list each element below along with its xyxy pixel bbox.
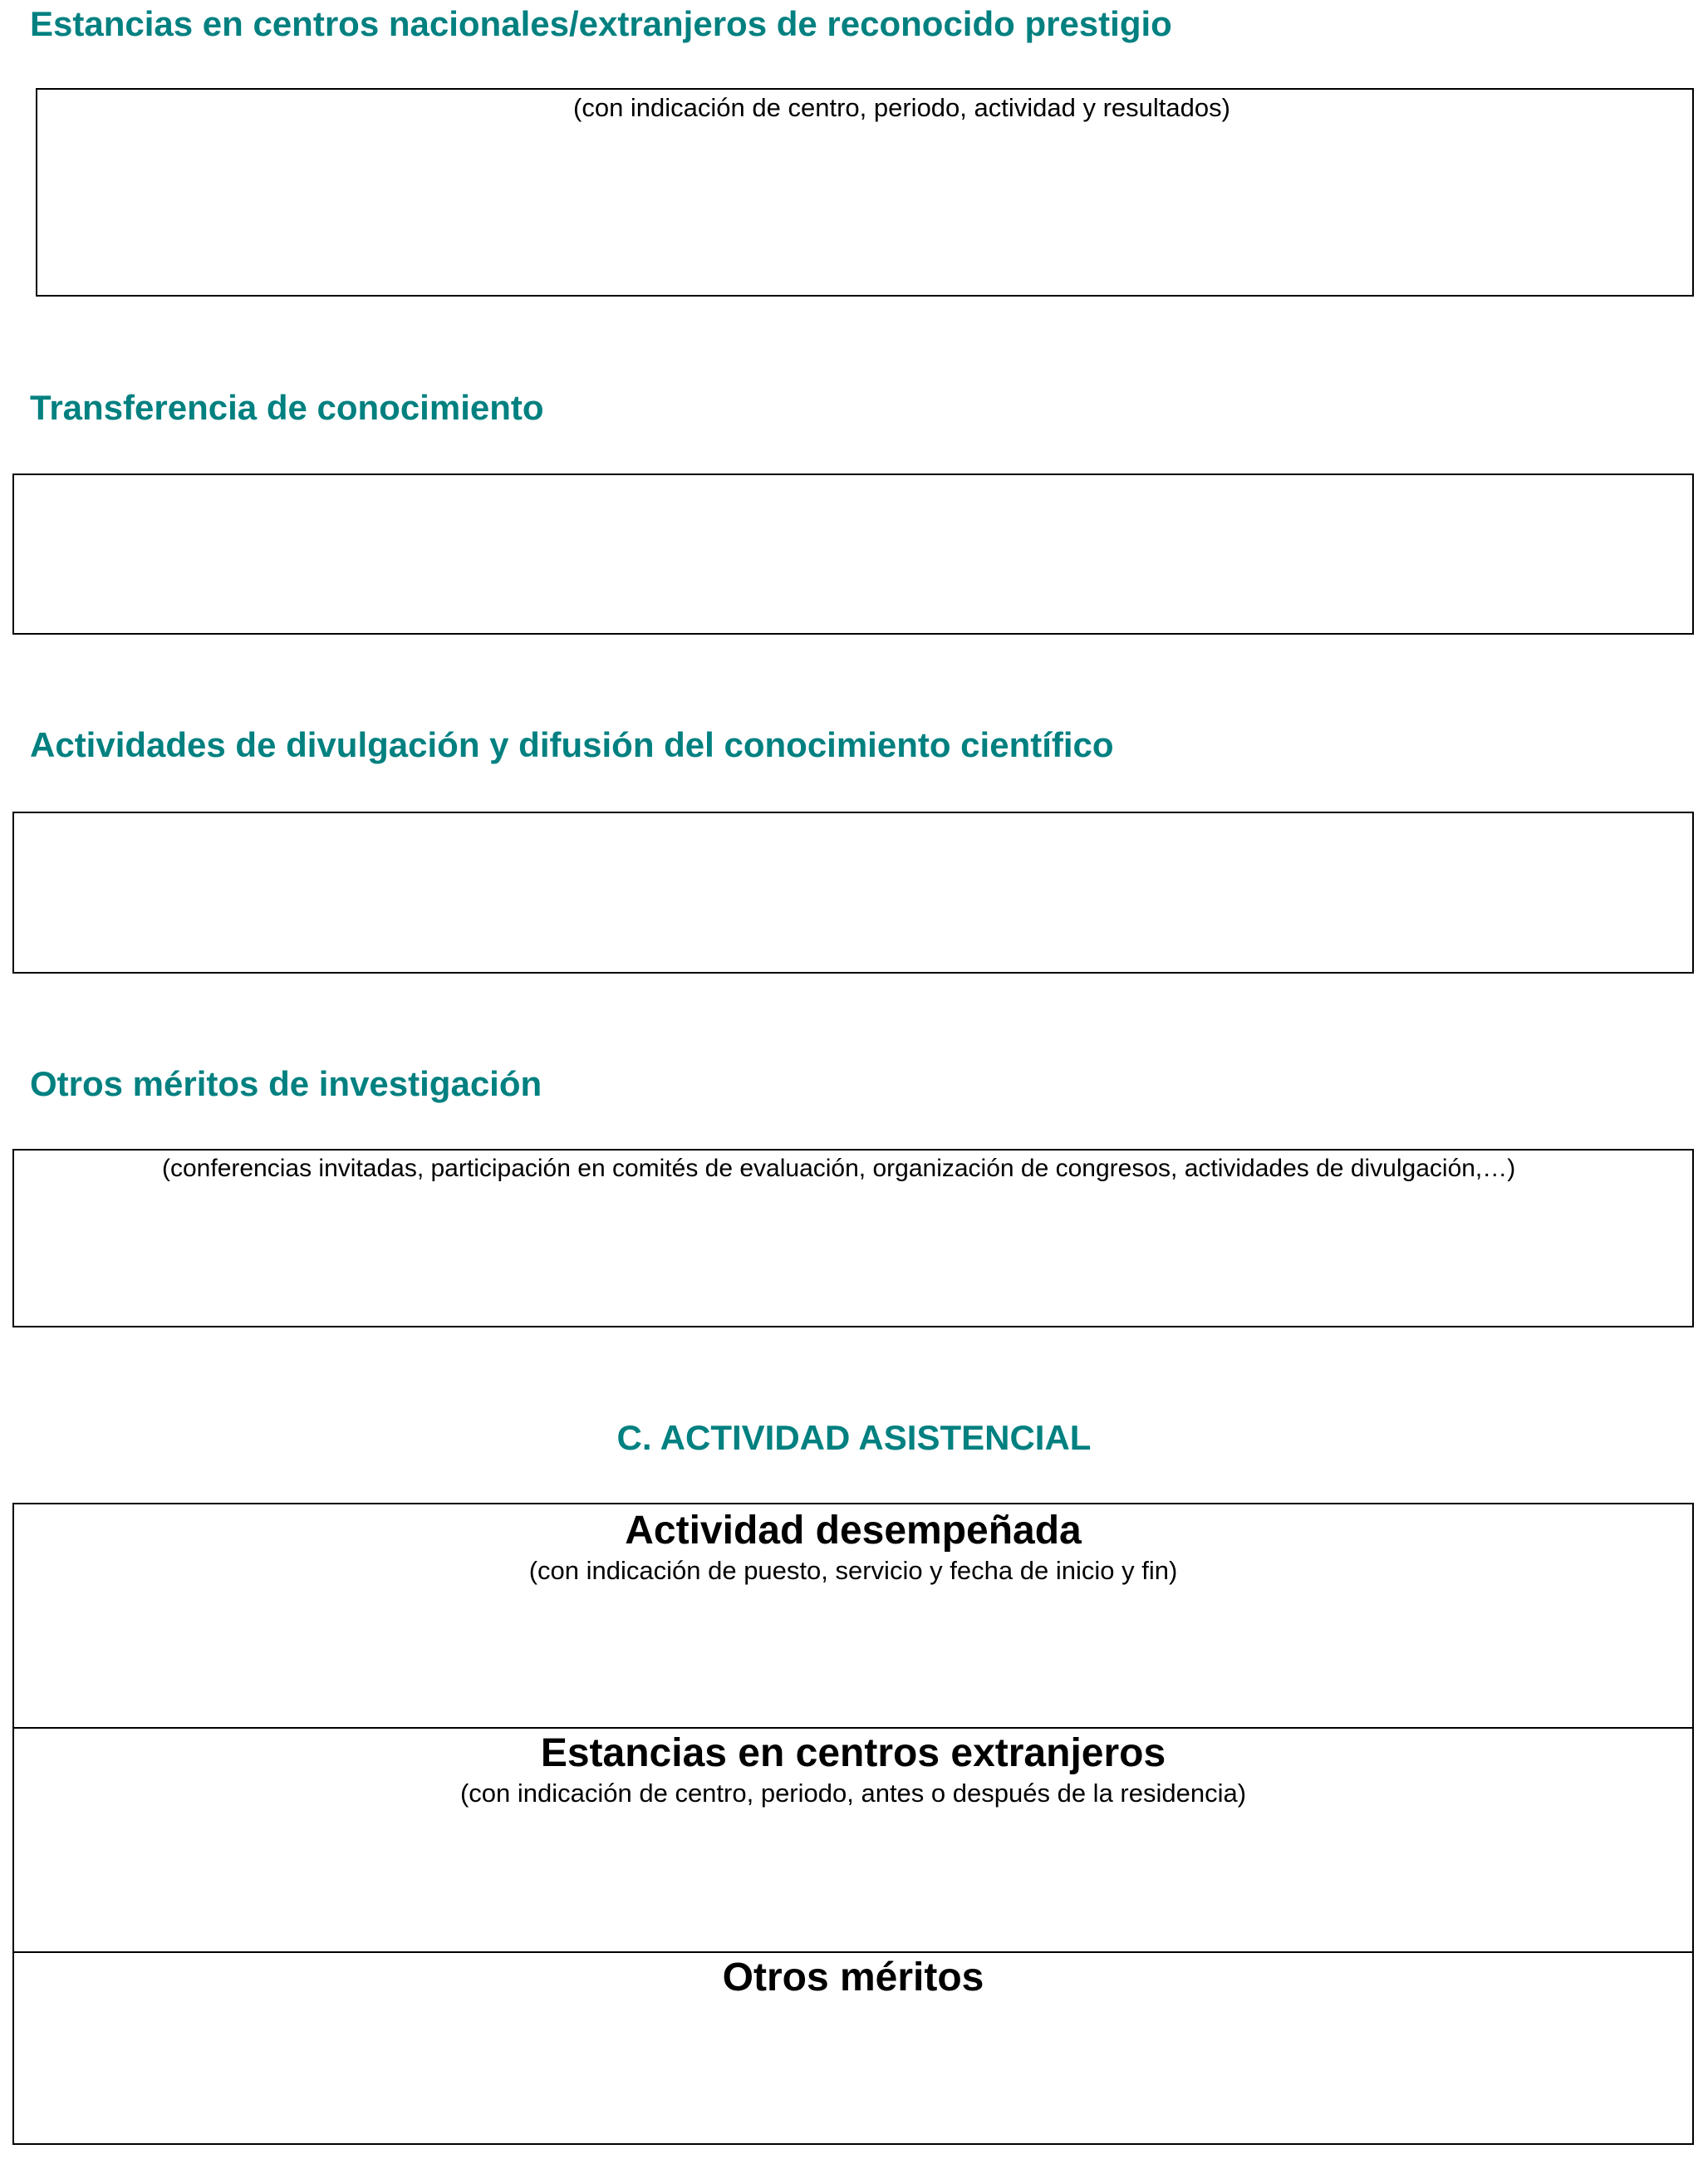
actividad-desempenada-hint: (con indicación de puesto, servicio y fecha de inicio y fin) <box>528 1556 1178 1585</box>
actividad-asistencial-table <box>12 1503 1694 2145</box>
heading-otros-meritos-investigacion: Otros méritos de investigación <box>30 1064 542 1103</box>
estancias-extranjeros-title: Estancias en centros extranjeros <box>540 1731 1166 1775</box>
transferencia-field[interactable] <box>12 474 1694 635</box>
otros-meritos-title: Otros méritos <box>722 1955 984 2000</box>
actividad-desempenada-cell[interactable] <box>14 1504 1692 1729</box>
section-c-title: C. ACTIVIDAD ASISTENCIAL <box>616 1418 1092 1457</box>
otros-meritos-investigacion-field[interactable] <box>12 1149 1694 1327</box>
heading-transferencia: Transferencia de conocimiento <box>30 388 544 427</box>
divulgacion-field[interactable] <box>12 812 1694 974</box>
estancias-extranjeros-hint: (con indicación de centro, periodo, antes o después de la residencia) <box>459 1779 1247 1808</box>
estancias-hint: (con indicación de centro, periodo, actividad y resultados) <box>573 93 1230 122</box>
estancias-extranjeros-cell[interactable] <box>14 1727 1692 1953</box>
estancias-field[interactable] <box>36 88 1694 297</box>
heading-estancias: Estancias en centros nacionales/extranjeros de reconocido prestigio <box>30 4 1172 43</box>
heading-divulgacion: Actividades de divulgación y difusión del conocimiento científico <box>30 725 1114 764</box>
actividad-desempenada-title: Actividad desempeñada <box>625 1509 1082 1553</box>
otros-meritos-cell[interactable] <box>14 1951 1692 2143</box>
otros-meritos-hint: (conferencias invitadas, participación en comités de evaluación, organización de congresos, actividades de divulgación,…) <box>162 1155 1516 1182</box>
